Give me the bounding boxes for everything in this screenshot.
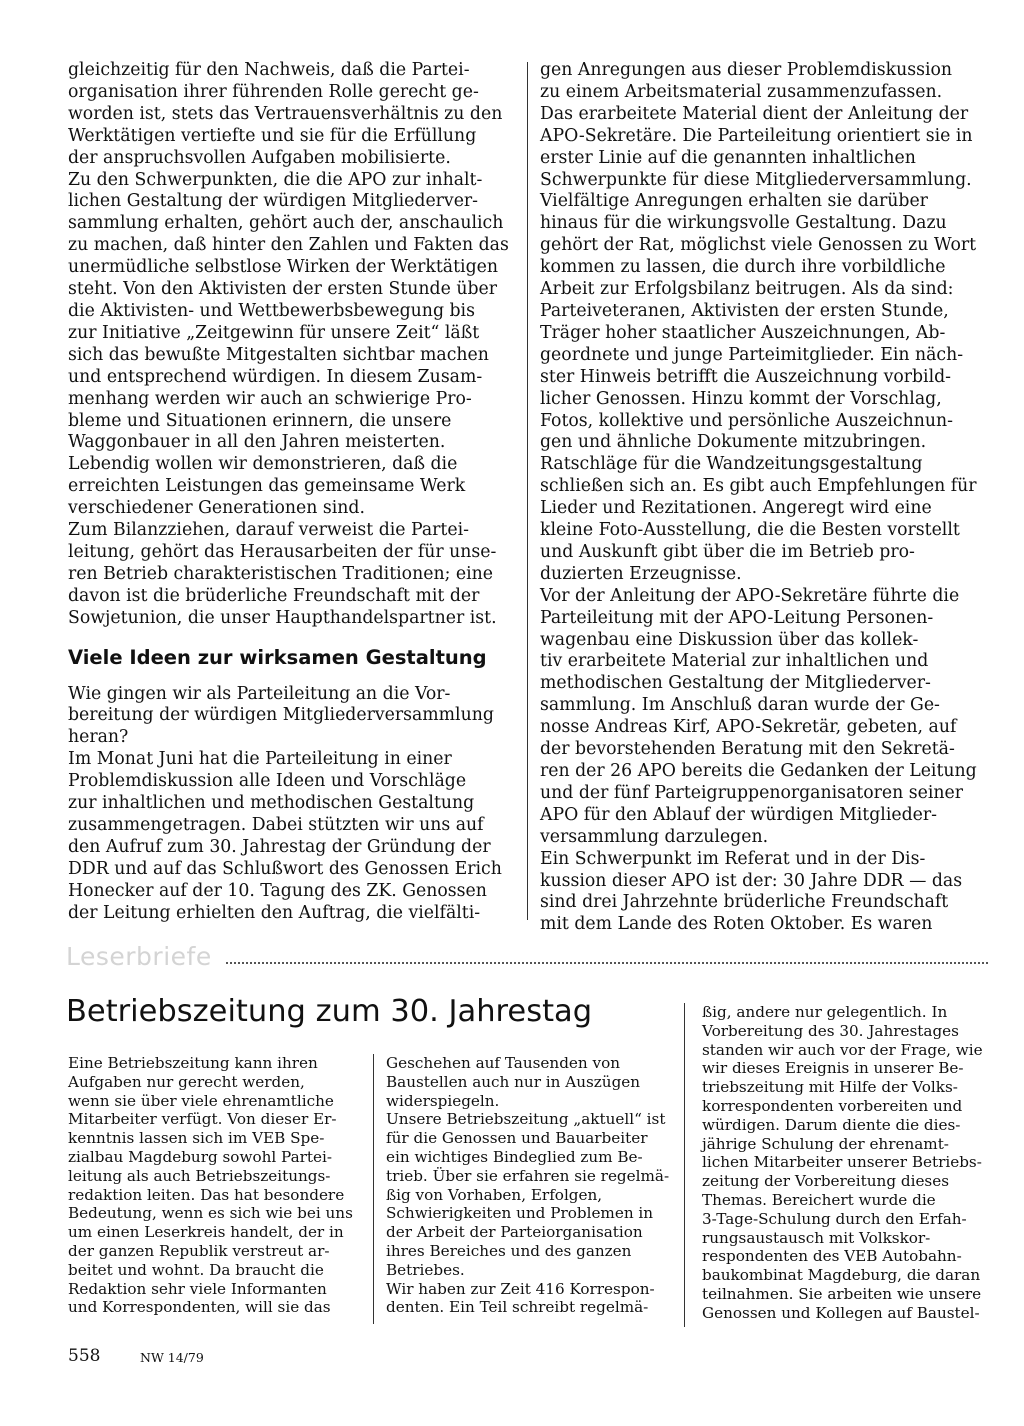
article-right-column (540, 60, 990, 936)
letters-column-3 (702, 1003, 990, 1323)
letters-paragraph: Geschehen auf Tausenden von Baustellen auch nur in Auszügen widerspiegeln. (386, 1054, 641, 1110)
column-divider (373, 1054, 374, 1324)
article-left-column (68, 60, 514, 925)
page-number: 558 (68, 1346, 101, 1366)
article-paragraph: Zu den Schwerpunkten, die die APO zur inhalt- lichen Gestaltung der würdigen Mitgliederver- sammlung erhalten, gehört auch der, anschaulich zu machen, daß hinter den Zahlen und Fakten das unermüdliche selbstlose Wirken der Werktätigen steht. Von den Aktivisten der ersten Stunde über die Aktivisten- und Wettbewerbsbewegung bis zur Initiative „Zeitgewinn für unsere Zeit“ läßt sich das bewußte Mitgestalten sichtbar machen und entsprechend würdigen. In diesem Zusam- menhang werden wir auch an schwierige Pro- bleme und Situationen erinnern, die unsere Waggonbauer in all den Jahren meisterten. Lebendig wollen wir demonstrieren, daß die erreichten Leistungen das gemeinsame Werk verschiedener Generationen sind. (68, 169, 509, 519)
article-paragraph: gen Anregungen aus dieser Problemdiskussion zu einem Arbeitsmaterial zusammenzufassen. Das erarbeitete Material dient der Anleitung der APO-Sekretäre. Die Parteileitung orientiert sie in erster Linie auf die genannten inhaltlichen Schwerpunkte für diese Mitgliederversammlung. Vielfältige Anregungen erhalten sie darüber hinaus für die wirkungsvolle Gestaltung. Dazu gehört der Rat, möglichst viele Genossen zu Wort kommen zu lassen, die durch ihre vorbildliche Arbeit zur Erfolgsbilanz beitrugen. Als da sind: Parteiveteranen, Aktivisten der ersten Stunde, Träger hoher staatlicher Auszeichnungen, Ab- geordnete und junge Parteimitglieder. Ein näch- ster Hinweis betrifft die Auszeichnung vorbild- licher Genossen. Hinzu kommt der Vorschlag, Fotos, kollektive und persönliche Auszeichnun- gen und ähnliche Dokumente mitzubringen. Ratschläge für die Wandzeitungsgestaltung schließen sich an. Es gibt auch Empfehlungen für Lieder und Rezitationen. Angeregt wird eine kleine Foto-Ausstellung, die die Besten vorstellt und Auskunft gibt über die im Betrieb pro- duzierten Erzeugnisse. (540, 60, 977, 584)
article-paragraph: Wie gingen wir als Parteileitung an die Vor- bereitung der würdigen Mitgliederversammlung heran? (68, 683, 494, 748)
issue-label: NW 14/79 (140, 1350, 204, 1365)
letters-paragraph: Eine Betriebszeitung kann ihren Aufgaben nur gerecht werden, wenn sie über viele ehrenamtliche Mitarbeiter verfügt. Von dieser Er- kenntnis lassen sich im VEB Spe- zialbau Magdeburg sowohl Partei- leitung als auch Betriebszeitungs- redaktion leiten. Das hat besondere Bedeutung, wenn es sich wie bei uns um einen Leserkreis handelt, der in der ganzen Republik verstreut ar- beitet und wohnt. Da braucht die Redaktion sehr viele Informanten und Korrespondenten, will sie das (68, 1054, 353, 1317)
article-subheading: Viele Ideen zur wirksamen Gestaltung (68, 645, 487, 669)
letters-paragraph: Wir haben zur Zeit 416 Korrespon- denten. Ein Teil schreibt regelmä- (386, 1279, 655, 1317)
letters-column-2 (386, 1054, 672, 1317)
article-paragraph: Im Monat Juni hat die Parteileitung in einer Problemdiskussion alle Ideen und Vorschläge zur inhaltlichen und methodischen Gestaltung zusammengetragen. Dabei stützten wir uns auf den Aufruf zum 30. Jahrestag der Gründung der DDR und auf das Schlußwort des Genossen Erich Honecker auf der 10. Tagung des ZK. Genossen der Leitung erhielten den Auftrag, die vielfälti- (68, 749, 502, 923)
letters-column-1 (68, 1054, 364, 1317)
article-paragraph: Vor der Anleitung der APO-Sekretäre führte die Parteileitung mit der APO-Leitung Personen- wagenbau eine Diskussion über das kollek- tiv erarbeitete Material zur inhaltlichen und methodischen Gestaltung der Mitgliederver- sammlung. Im Anschluß daran wurde der Ge- nosse Andreas Kirf, APO-Sekretär, gebeten, auf der bevorstehenden Beratung mit den Sekretä- ren der 26 APO bereits die Gedanken der Leitung und der fünf Parteigruppenorganisatoren seiner APO für den Ablauf der würdigen Mitglieder- versammlung darzulegen. (540, 585, 977, 847)
section-label: Leserbriefe (66, 942, 212, 971)
article-paragraph: Ein Schwerpunkt im Referat und in der Dis- kussion dieser APO ist der: 30 Jahre DDR — das sind drei Jahrzehnte brüderliche Freundschaft mit dem Lande des Roten Oktober. Es waren (540, 848, 963, 935)
letters-paragraph: ßig, andere nur gelegentlich. In Vorbereitung des 30. Jahrestages standen wir auch vor der Frage, wie wir dieses Ereignis in unserer Be- triebszeitung mit Hilfe der Volks- korrespondenten vorbereiten und würdigen. Darum diente die dies- jährige Schulung der ehrenamt- lichen Mitarbeiter unserer Betriebs- zeitung der Vorbereitung dieses Themas. Bereichert wurde die 3-Tage-Schulung durch den Erfah- rungsaustausch mit Volkskor- respondenten des VEB Autobahn- baukombinat Magdeburg, die daran teilnahmen. Sie arbeiten wie unsere Genossen und Kollegen auf Baustel- (702, 1003, 983, 1322)
column-divider (527, 62, 528, 920)
column-divider (684, 1003, 685, 1327)
letters-paragraph: Unsere Betriebszeitung „aktuell“ ist für die Genossen und Bauarbeiter ein wichtiges Bindeglied zum Be- trieb. Über sie erfahren sie regelmä- ßig von Vorhaben, Erfolgen, Schwierigkeiten und Problemen in der Arbeit der Parteiorganisation ihres Bereiches und des ganzen Betriebes. (386, 1110, 670, 1279)
article-paragraph: gleichzeitig für den Nachweis, daß die Partei- organisation ihrer führenden Rolle gerecht ge- worden ist, stets das Vertrauensverhältnis zu den Werktätigen vertiefte und sie für die Erfüllung der anspruchsvollen Aufgaben mobilisierte. (68, 60, 503, 168)
section-divider (226, 962, 988, 964)
letters-headline: Betriebszeitung zum 30. Jahrestag (66, 994, 593, 1029)
article-paragraph: Zum Bilanzziehen, darauf verweist die Partei- leitung, gehört das Herausarbeiten der für unse- ren Betrieb charakteristischen Traditionen; eine davon ist die brüderliche Freundschaft mit der Sowjetunion, die unser Haupthandelspartner ist. (68, 520, 497, 628)
